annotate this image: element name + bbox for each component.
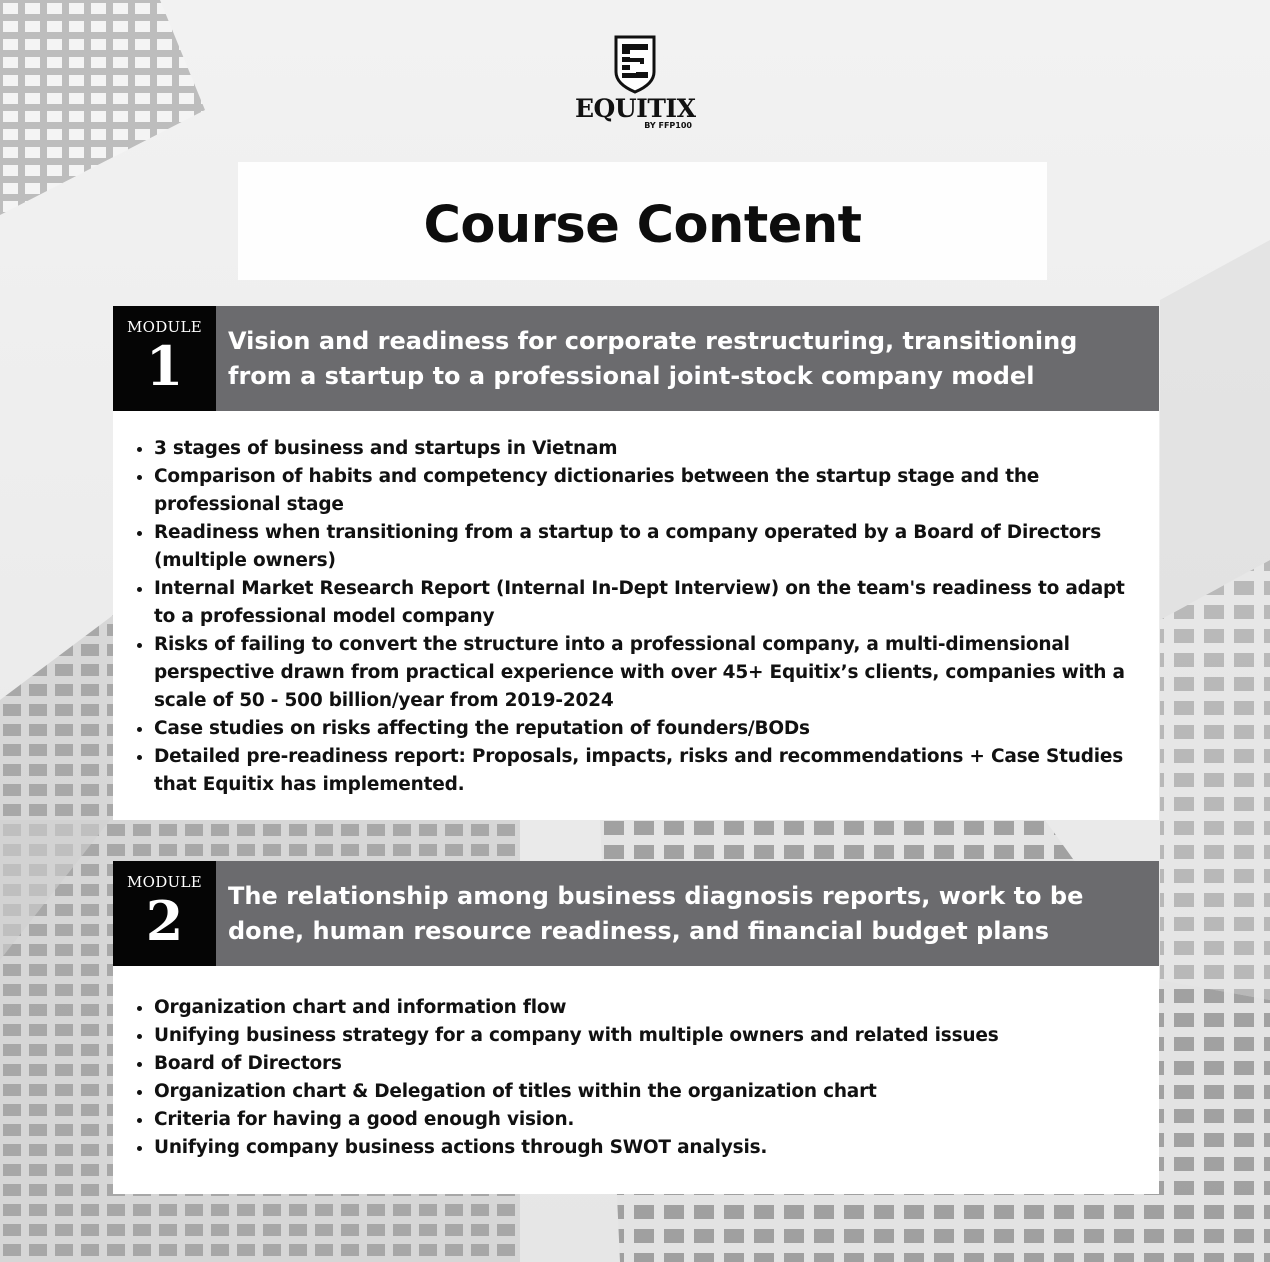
page-title: Course Content [423,195,862,255]
module-1-badge [113,306,216,411]
module-2-content [113,966,1159,1194]
brand-tagline: BY FFP100 [644,121,692,130]
module-number: 2 [145,889,184,953]
brand-logo [575,32,695,142]
module-number: 1 [145,334,184,398]
module-2-header [113,861,1159,966]
list-item: • Board of Directors [154,1050,1141,1078]
equitix-shield-icon [610,32,660,94]
module-1-title: Vision and readiness for corporate restructuring, transitioning from a startup to a professional joint-stock company model [228,326,1078,390]
list-item: • Risks of failing to convert the structure into a professional company, a multi-dimensional perspective drawn from practical experience with over 45+ Equitix’s clients, companies with a scale of 50 - 500 billion/year from 2019-2024 [154,631,1141,715]
module-label: MODULE [126,873,203,891]
list-item: • Organization chart and information flow [154,994,1141,1022]
module-2-title: The relationship among business diagnosis reports, work to be done, human resource readiness, and financial budget plans [228,881,1084,945]
list-item: • Criteria for having a good enough vision. [154,1106,1141,1134]
module-label: MODULE [126,318,203,336]
title-panel [238,162,1047,280]
list-item: • Detailed pre-readiness report: Proposals, impacts, risks and recommendations + Case Studies that Equitix has implemented. [154,743,1141,799]
module-1-topic-list [113,435,1159,799]
list-item: • Comparison of habits and competency dictionaries between the startup stage and the professional stage [154,463,1141,519]
list-item: • Unifying business strategy for a company with multiple owners and related issues [154,1022,1141,1050]
brand-name: EQUITIX [575,94,696,123]
module-1-header [113,306,1159,411]
list-item: • Organization chart & Delegation of titles within the organization chart [154,1078,1141,1106]
list-item: • Readiness when transitioning from a startup to a company operated by a Board of Directors (multiple owners) [154,519,1141,575]
module-1-content [113,411,1159,820]
module-2-topic-list [113,994,1159,1162]
list-item: • Internal Market Research Report (Internal In-Dept Interview) on the team's readiness to adapt to a professional model company [154,575,1141,631]
module-2-badge [113,861,216,966]
list-item: • Case studies on risks affecting the reputation of founders/BODs [154,715,1141,743]
list-item: • Unifying company business actions through SWOT analysis. [154,1134,1141,1162]
list-item: • 3 stages of business and startups in Vietnam [154,435,1141,463]
